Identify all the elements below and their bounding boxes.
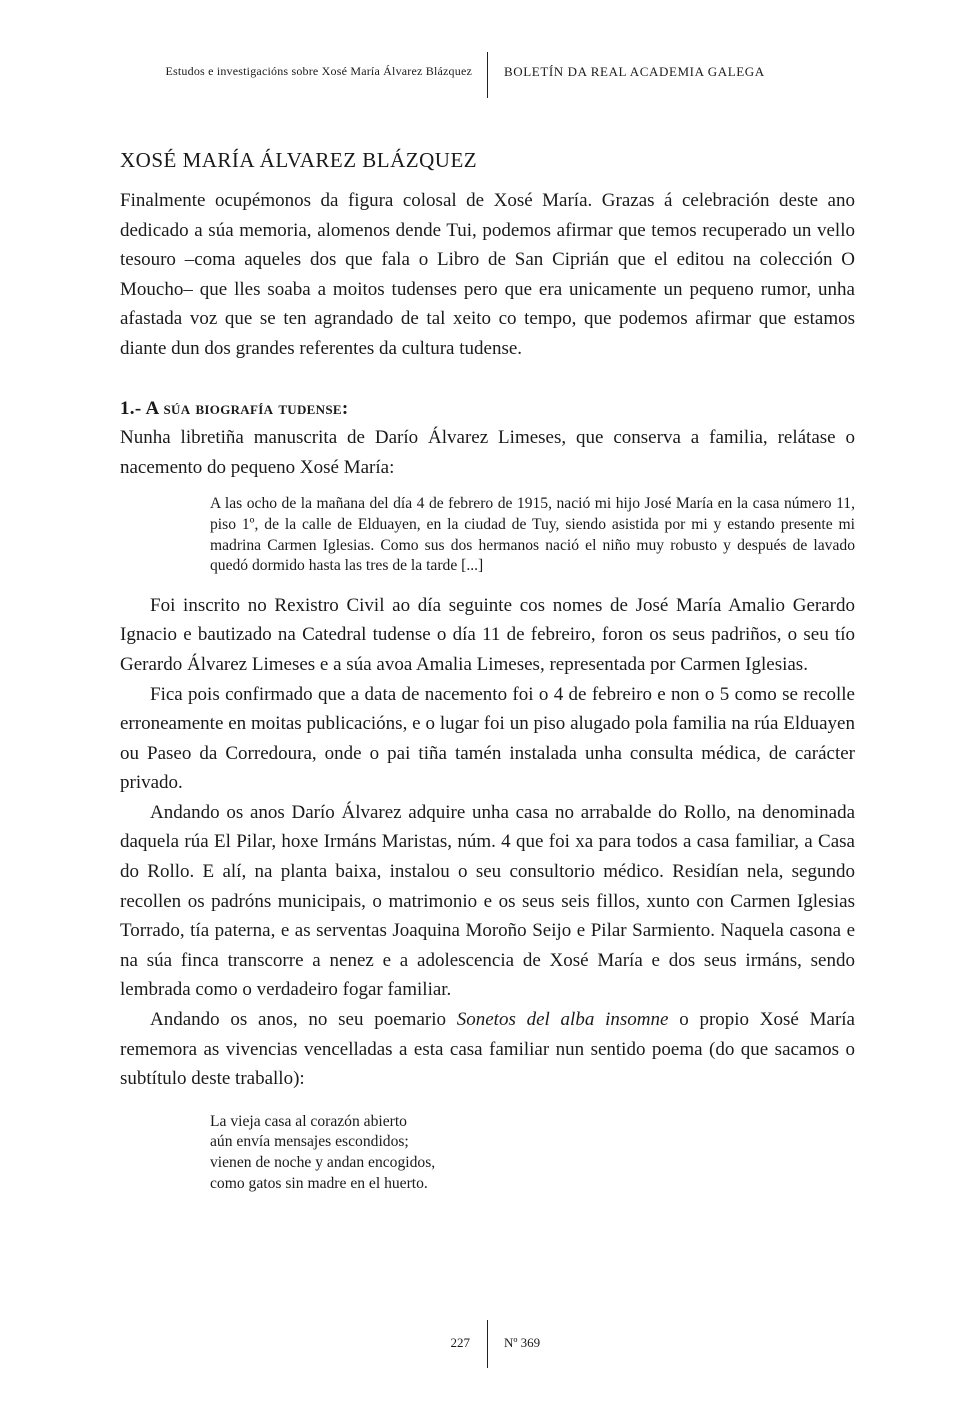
p4-end: o propio Xosé María rememora as vivencias vencelladas a esta casa familiar nun sentido poema (do que sacamos o subtítulo deste traballo): — [120, 1009, 855, 1090]
poem-line: La vieja casa al corazón abierto — [210, 1112, 407, 1130]
header-divider — [487, 52, 488, 98]
running-header-right: BOLETÍN DA REAL ACADEMIA GALEGA — [504, 64, 765, 79]
body-paragraph-3: Andando os anos Darío Álvarez adquire unha casa no arrabalde do Rollo, na denominada daquela rúa El Pilar, hoxe Irmáns Maristas, núm. 4 que foi xa para todos a casa familiar, a Casa do Rollo. E alí, na planta baixa, instalou o seu consultorio médico. Residían nela, segundo recollen os padróns municipais, o matrimonio e os seus seis fillos, xunto con Carmen Iglesias Torrado, tía paterna, e as serventas Joaquina Moroño Seijo e Pilar Sarmiento. Naquela casona e na súa finca transcorre a nenez e a adolescencia de Xosé María e dos seus irmáns, sendo lembrada como o verdadeiro fogar familiar. — [120, 801, 855, 1001]
poem-excerpt — [210, 1112, 855, 1194]
section-title: XOSÉ MARÍA ÁLVAREZ BLÁZQUEZ — [120, 148, 478, 172]
poem-line: aún envía mensajes escondidos; — [210, 1133, 409, 1151]
issue-number: Nº 369 — [504, 1335, 541, 1350]
poem-line: como gatos sin madre en el huerto. — [210, 1174, 428, 1192]
book-title: Sonetos del alba insomne — [456, 1009, 669, 1031]
block-quote: A las ocho de la mañana del día 4 de febrero de 1915, nació mi hijo José María en la casa número 11, piso 1º, de la calle de Elduayen, en la ciudad de Tuy, siendo asistida por mi y estando presente mi madrina Carmen Iglesias. Como sus dos hermanos nació el niño muy robusto y después de lavado quedó dormido hasta las tres de la tarde [...] — [210, 495, 855, 575]
subsection-heading: 1.- A súa biografía tudense: — [120, 397, 349, 419]
poem-line: vienen de noche y andan encogidos, — [210, 1154, 436, 1171]
footer-divider — [487, 1320, 488, 1368]
body-paragraph-4 — [120, 1005, 855, 1094]
page-number: 227 — [450, 1335, 470, 1350]
lead-paragraph: Nunha libretiña manuscrita de Darío Álvarez Limeses, que conserva a familia, relátase o nacemento do pequeno Xosé María: — [120, 427, 855, 478]
running-header-left: Estudos e investigacións sobre Xosé María Álvarez Blázquez — [165, 64, 472, 78]
body-paragraph-2: Fica pois confirmado que a data de nacemento foi o 4 de febreiro e non o 5 como se recolle erroneamente en moitas publicacións, e o lugar foi un piso alugado pola familia na rúa Elduayen ou Paseo da Corredoura, onde o pai tiña tamén instalada unha consulta médica, de carácter privado. — [120, 683, 855, 794]
p4-start: Andando os anos, no seu poemario — [150, 1009, 457, 1031]
body-paragraph-1: Foi inscrito no Rexistro Civil ao día seguinte cos nomes de José María Amalio Gerardo Ignacio e bautizado na Catedral tudense o día 11 de febreiro, foron os seus padriños, o seu tío Gerardo Álvarez Limeses e a súa avoa Amalia Limeses, representada por Carmen Iglesias. — [120, 594, 855, 675]
article-body — [120, 146, 855, 1194]
intro-paragraph: Finalmente ocupémonos da figura colosal de Xosé María. Grazas á celebración deste ano dedicado a súa memoria, alomenos dende Tui, podemos afirmar que temos recuperado un vello tesouro –coma aqueles dos que fala o Libro de San Ciprián que el editou na colección O Moucho– que lles soaba a moitos tudenses pero que era unicamente un pequeno rumor, unha afastada voz que se ten agrandado de tal xeito co tempo, que podemos afirmar que estamos diante dun dos grandes referentes da cultura tudense. — [120, 190, 855, 359]
